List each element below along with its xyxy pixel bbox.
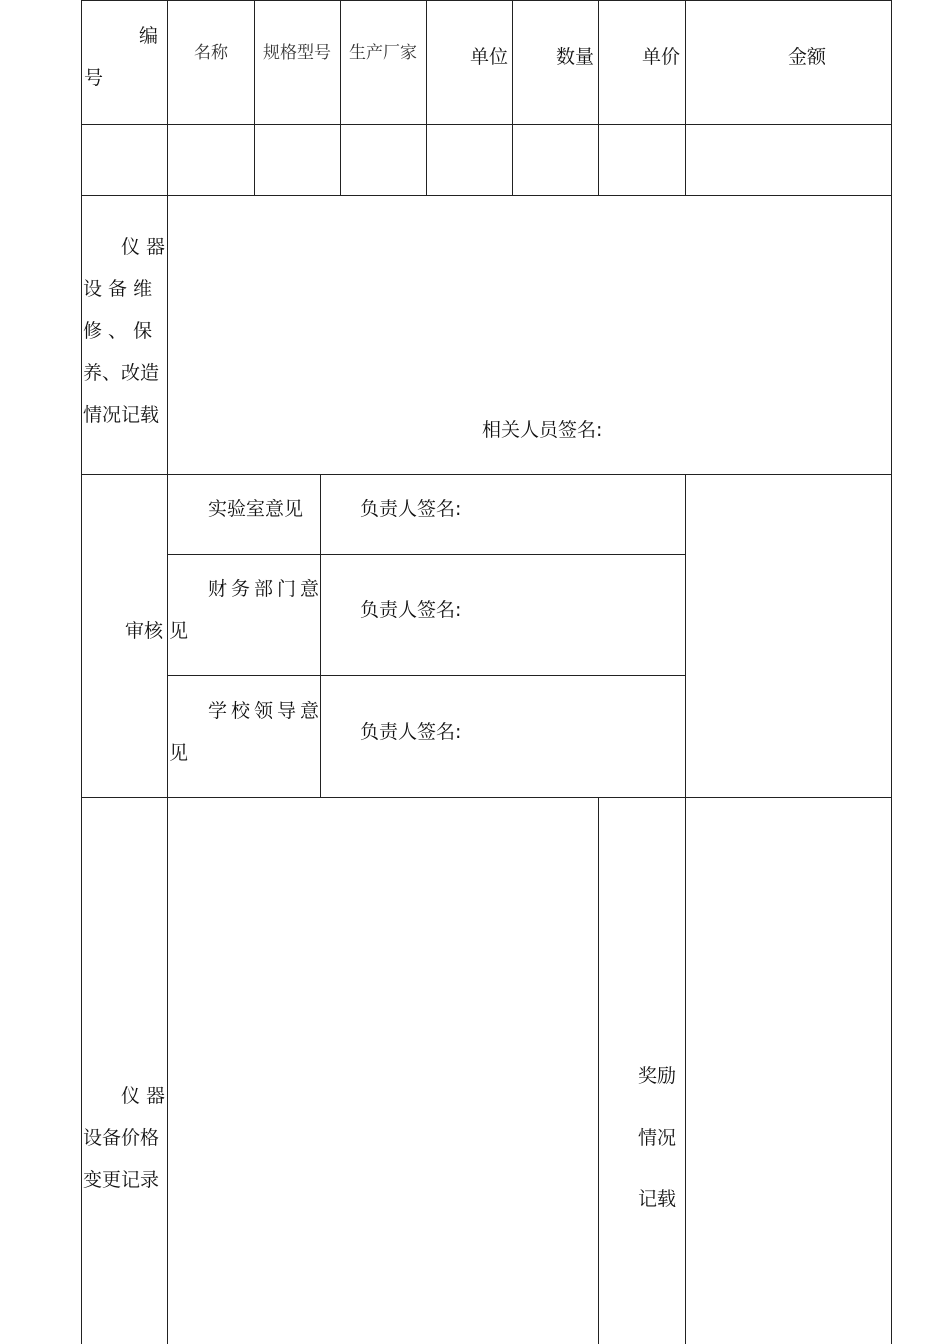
lab-signature-label: 负责人签名: — [360, 498, 462, 520]
leader-opinion-label: 学校领导意 — [208, 700, 324, 722]
name-column-divider — [254, 0, 255, 196]
opinion-label-divider — [320, 474, 321, 798]
header-name: 名称 — [194, 43, 228, 63]
price-change-label-2: 设备价格 — [83, 1127, 160, 1149]
maintenance-signature-label: 相关人员签名: — [482, 419, 603, 441]
review-right-divider — [685, 474, 686, 798]
data-row-divider — [81, 195, 892, 196]
leader-opinion-label-cont: 见 — [169, 742, 189, 764]
lab-opinion-label: 实验室意见 — [208, 498, 304, 520]
header-amount: 金额 — [788, 46, 827, 68]
finance-opinion-label: 财务部门意 — [208, 578, 324, 600]
review-label: 审核 — [125, 620, 164, 642]
header-manufacturer: 生产厂家 — [349, 43, 417, 63]
finance-signature-label: 负责人签名: — [360, 599, 462, 621]
reward-label-2: 情况 — [638, 1127, 677, 1149]
table-border-top — [81, 0, 892, 1]
header-row-divider — [81, 124, 892, 125]
price-column-divider — [685, 0, 686, 196]
reward-label-1: 奖励 — [638, 1065, 677, 1087]
reward-left-divider — [598, 797, 599, 1344]
table-border-right — [891, 0, 892, 1344]
leader-signature-label: 负责人签名: — [360, 721, 462, 743]
maintenance-label-4: 养、改造 — [83, 362, 160, 384]
header-unit-price: 单价 — [642, 46, 681, 68]
manufacturer-column-divider — [426, 0, 427, 196]
label-column-divider — [167, 0, 168, 1344]
maintenance-label-1: 仪 器 — [121, 236, 166, 258]
header-spec-model: 规格型号 — [263, 43, 331, 63]
finance-opinion-divider — [167, 675, 686, 676]
price-change-label-1: 仪 器 — [121, 1085, 166, 1107]
maintenance-label-3: 修 、 保 — [83, 320, 153, 342]
maintenance-section-divider — [81, 474, 892, 475]
unit-column-divider — [512, 0, 513, 196]
quantity-column-divider — [598, 0, 599, 196]
review-section-divider — [81, 797, 892, 798]
spec-column-divider — [340, 0, 341, 196]
finance-opinion-label-cont: 见 — [169, 620, 189, 642]
header-unit: 单位 — [470, 46, 509, 68]
header-quantity: 数量 — [556, 46, 595, 68]
maintenance-label-2: 设 备 维 — [83, 278, 153, 300]
header-number: 编 — [139, 25, 159, 47]
maintenance-label-5: 情况记载 — [83, 404, 160, 426]
reward-right-divider — [685, 797, 686, 1344]
header-number-cont: 号 — [84, 67, 104, 89]
price-change-label-3: 变更记录 — [83, 1169, 160, 1191]
table-border-left — [81, 0, 82, 1344]
reward-label-3: 记载 — [638, 1188, 677, 1210]
lab-opinion-divider — [167, 554, 686, 555]
